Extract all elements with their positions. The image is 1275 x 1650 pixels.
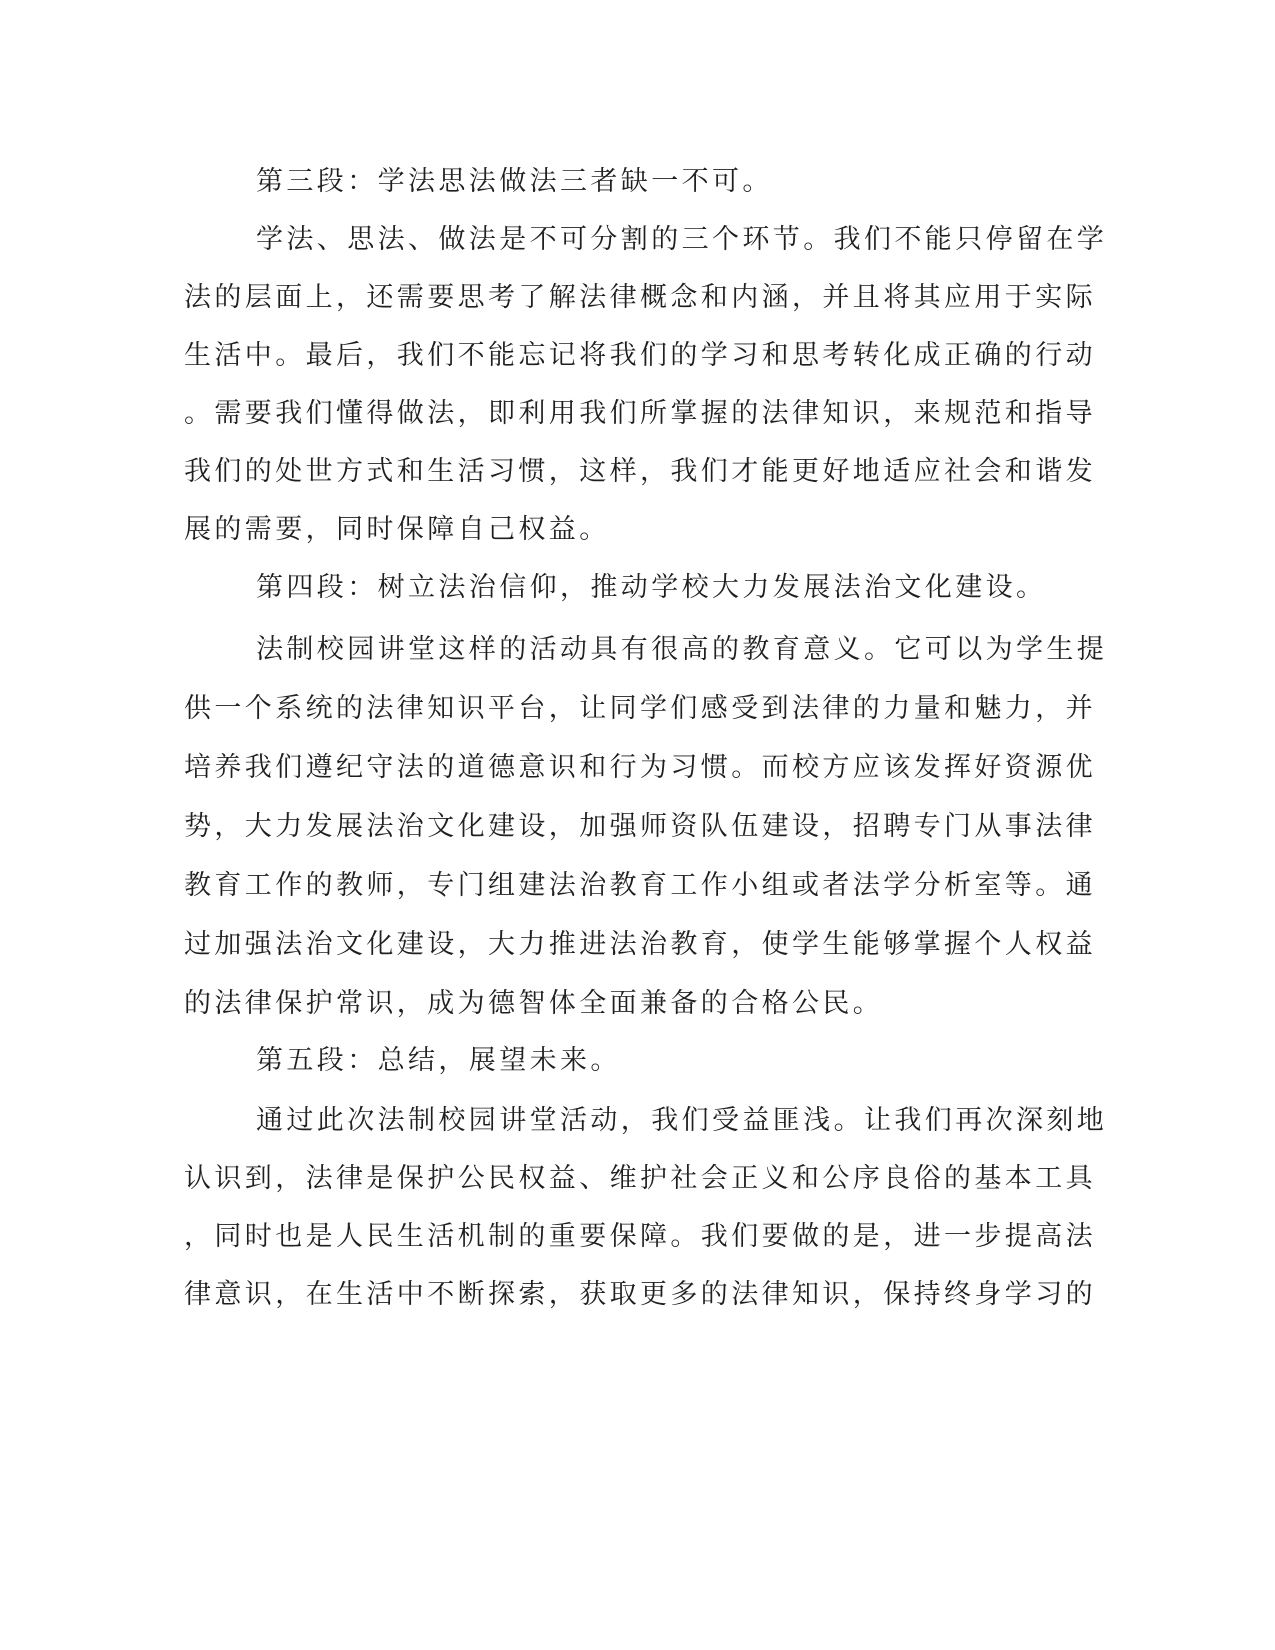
paragraph-line: 法的层面上，还需要思考了解法律概念和内涵，并且将其应用于实际 <box>184 282 1096 313</box>
paragraph-line: 的法律保护常识，成为德智体全面兼备的合格公民。 <box>184 988 884 1019</box>
paragraph-line: 展的需要，同时保障自己权益。 <box>184 514 610 545</box>
section-heading-3: 第三段：学法思法做法三者缺一不可。 <box>256 166 773 197</box>
paragraph-line: 供一个系统的法律知识平台，让同学们感受到法律的力量和魅力，并 <box>184 693 1096 724</box>
paragraph-line: 过加强法治文化建设，大力推进法治教育，使学生能够掌握个人权益 <box>184 929 1096 960</box>
paragraph-line: 认识到，法律是保护公民权益、维护社会正义和公序良俗的基本工具 <box>184 1163 1096 1194</box>
paragraph-line: 教育工作的教师，专门组建法治教育工作小组或者法学分析室等。通 <box>184 870 1096 901</box>
paragraph-line: 。需要我们懂得做法，即利用我们所掌握的法律知识，来规范和指导 <box>184 398 1096 429</box>
paragraph-line: 生活中。最后，我们不能忘记将我们的学习和思考转化成正确的行动 <box>184 340 1096 371</box>
paragraph-line: 势，大力发展法治文化建设，加强师资队伍建设，招聘专门从事法律 <box>184 811 1096 842</box>
paragraph-line: 我们的处世方式和生活习惯，这样，我们才能更好地适应社会和谐发 <box>184 456 1096 487</box>
paragraph-line: 通过此次法制校园讲堂活动，我们受益匪浅。让我们再次深刻地 <box>256 1105 1108 1136</box>
paragraph-line: ，同时也是人民生活机制的重要保障。我们要做的是，进一步提高法 <box>184 1221 1096 1252</box>
paragraph-line: 培养我们遵纪守法的道德意识和行为习惯。而校方应该发挥好资源优 <box>184 752 1096 783</box>
paragraph-line: 学法、思法、做法是不可分割的三个环节。我们不能只停留在学 <box>256 224 1108 255</box>
paragraph-line: 律意识，在生活中不断探索，获取更多的法律知识，保持终身学习的 <box>184 1279 1096 1310</box>
section-heading-4: 第四段：树立法治信仰，推动学校大力发展法治文化建设。 <box>256 572 1047 603</box>
paragraph-line: 法制校园讲堂这样的活动具有很高的教育意义。它可以为学生提 <box>256 634 1108 665</box>
section-heading-5: 第五段：总结，展望未来。 <box>256 1045 621 1076</box>
